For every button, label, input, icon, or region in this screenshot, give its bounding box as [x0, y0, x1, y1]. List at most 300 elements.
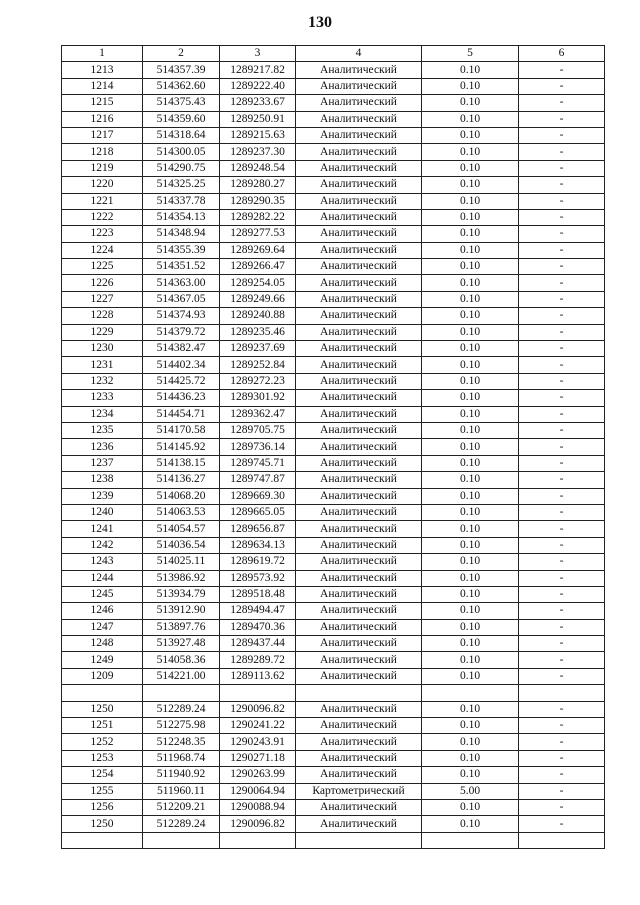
- x-coordinate-cell: 514363.00: [143, 275, 220, 291]
- point-number-cell: 1250: [62, 701, 143, 717]
- coordinates-table: [61, 45, 605, 849]
- point-number-cell: 1217: [62, 127, 143, 143]
- y-coordinate-cell: 1290241.22: [220, 718, 296, 734]
- note-cell: -: [519, 160, 605, 176]
- table-row: [62, 111, 605, 127]
- method-cell: Аналитический: [296, 357, 422, 373]
- point-number-cell: 1253: [62, 750, 143, 766]
- table-row: [62, 832, 605, 848]
- y-coordinate-cell: 1289222.40: [220, 78, 296, 94]
- x-coordinate-cell: 514379.72: [143, 324, 220, 340]
- accuracy-cell: 0.10: [422, 341, 519, 357]
- accuracy-cell: 0.10: [422, 652, 519, 668]
- column-header: 6: [519, 46, 605, 62]
- table-row: [62, 177, 605, 193]
- note-cell: -: [519, 783, 605, 799]
- table-row: [62, 504, 605, 520]
- x-coordinate-cell: 511940.92: [143, 767, 220, 783]
- method-cell: Аналитический: [296, 718, 422, 734]
- method-cell: Аналитический: [296, 668, 422, 684]
- table-row: [62, 652, 605, 668]
- note-cell: -: [519, 439, 605, 455]
- method-cell: Аналитический: [296, 652, 422, 668]
- y-coordinate-cell: 1289215.63: [220, 127, 296, 143]
- note-cell: -: [519, 619, 605, 635]
- note-cell: -: [519, 242, 605, 258]
- note-cell: -: [519, 488, 605, 504]
- y-coordinate-cell: 1289237.30: [220, 144, 296, 160]
- table-row: [62, 275, 605, 291]
- point-number-cell: 1224: [62, 242, 143, 258]
- method-cell: Аналитический: [296, 144, 422, 160]
- y-coordinate-cell: 1289254.05: [220, 275, 296, 291]
- note-cell: -: [519, 718, 605, 734]
- table-row: [62, 62, 605, 78]
- x-coordinate-cell: 514355.39: [143, 242, 220, 258]
- x-coordinate-cell: 514375.43: [143, 95, 220, 111]
- table-row: [62, 816, 605, 832]
- method-cell: [296, 685, 422, 701]
- y-coordinate-cell: 1290096.82: [220, 701, 296, 717]
- y-coordinate-cell: 1289705.75: [220, 422, 296, 438]
- x-coordinate-cell: 514357.39: [143, 62, 220, 78]
- accuracy-cell: 0.10: [422, 111, 519, 127]
- y-coordinate-cell: 1289240.88: [220, 308, 296, 324]
- x-coordinate-cell: 514348.94: [143, 226, 220, 242]
- x-coordinate-cell: 513986.92: [143, 570, 220, 586]
- table-row: [62, 193, 605, 209]
- note-cell: -: [519, 767, 605, 783]
- method-cell: Аналитический: [296, 455, 422, 471]
- x-coordinate-cell: 514454.71: [143, 406, 220, 422]
- y-coordinate-cell: 1289665.05: [220, 504, 296, 520]
- point-number-cell: 1218: [62, 144, 143, 160]
- note-cell: -: [519, 570, 605, 586]
- y-coordinate-cell: 1290064.94: [220, 783, 296, 799]
- accuracy-cell: [422, 685, 519, 701]
- method-cell: Аналитический: [296, 324, 422, 340]
- point-number-cell: 1242: [62, 537, 143, 553]
- y-coordinate-cell: 1289233.67: [220, 95, 296, 111]
- x-coordinate-cell: 512289.24: [143, 816, 220, 832]
- column-header: 5: [422, 46, 519, 62]
- accuracy-cell: 0.10: [422, 718, 519, 734]
- x-coordinate-cell: 514362.60: [143, 78, 220, 94]
- table-row: [62, 373, 605, 389]
- x-coordinate-cell: 514359.60: [143, 111, 220, 127]
- x-coordinate-cell: 514221.00: [143, 668, 220, 684]
- method-cell: Аналитический: [296, 259, 422, 275]
- table-row: [62, 701, 605, 717]
- method-cell: Аналитический: [296, 406, 422, 422]
- point-number-cell: 1248: [62, 636, 143, 652]
- x-coordinate-cell: 512289.24: [143, 701, 220, 717]
- x-coordinate-cell: 514170.58: [143, 422, 220, 438]
- x-coordinate-cell: 511968.74: [143, 750, 220, 766]
- table-row: [62, 619, 605, 635]
- method-cell: Аналитический: [296, 521, 422, 537]
- point-number-cell: 1249: [62, 652, 143, 668]
- note-cell: [519, 685, 605, 701]
- accuracy-cell: 0.10: [422, 439, 519, 455]
- method-cell: Аналитический: [296, 341, 422, 357]
- method-cell: Аналитический: [296, 390, 422, 406]
- point-number-cell: 1228: [62, 308, 143, 324]
- y-coordinate-cell: 1289362.47: [220, 406, 296, 422]
- note-cell: -: [519, 504, 605, 520]
- accuracy-cell: 0.10: [422, 242, 519, 258]
- x-coordinate-cell: 514351.52: [143, 259, 220, 275]
- y-coordinate-cell: 1289289.72: [220, 652, 296, 668]
- method-cell: Аналитический: [296, 504, 422, 520]
- accuracy-cell: 0.10: [422, 767, 519, 783]
- table-row: [62, 586, 605, 602]
- note-cell: -: [519, 701, 605, 717]
- note-cell: -: [519, 275, 605, 291]
- y-coordinate-cell: [220, 685, 296, 701]
- point-number-cell: 1234: [62, 406, 143, 422]
- y-coordinate-cell: 1289745.71: [220, 455, 296, 471]
- point-number-cell: 1214: [62, 78, 143, 94]
- x-coordinate-cell: 514354.13: [143, 209, 220, 225]
- accuracy-cell: 0.10: [422, 226, 519, 242]
- note-cell: -: [519, 668, 605, 684]
- note-cell: [519, 832, 605, 848]
- x-coordinate-cell: 514138.15: [143, 455, 220, 471]
- accuracy-cell: 0.10: [422, 193, 519, 209]
- y-coordinate-cell: 1289301.92: [220, 390, 296, 406]
- accuracy-cell: 0.10: [422, 291, 519, 307]
- table-row: [62, 259, 605, 275]
- method-cell: Аналитический: [296, 603, 422, 619]
- column-header: 2: [143, 46, 220, 62]
- note-cell: -: [519, 521, 605, 537]
- x-coordinate-cell: 514318.64: [143, 127, 220, 143]
- note-cell: -: [519, 341, 605, 357]
- x-coordinate-cell: 514036.54: [143, 537, 220, 553]
- accuracy-cell: 0.10: [422, 160, 519, 176]
- y-coordinate-cell: 1289113.62: [220, 668, 296, 684]
- accuracy-cell: 0.10: [422, 209, 519, 225]
- table-row: [62, 537, 605, 553]
- page-number: 130: [308, 14, 332, 31]
- x-coordinate-cell: 514025.11: [143, 554, 220, 570]
- point-number-cell: 1246: [62, 603, 143, 619]
- method-cell: Аналитический: [296, 422, 422, 438]
- note-cell: -: [519, 734, 605, 750]
- point-number-cell: 1213: [62, 62, 143, 78]
- table-row: [62, 718, 605, 734]
- y-coordinate-cell: 1289280.27: [220, 177, 296, 193]
- method-cell: Аналитический: [296, 636, 422, 652]
- method-cell: Аналитический: [296, 226, 422, 242]
- accuracy-cell: 0.10: [422, 275, 519, 291]
- point-number-cell: 1233: [62, 390, 143, 406]
- point-number-cell: 1243: [62, 554, 143, 570]
- accuracy-cell: 0.10: [422, 406, 519, 422]
- y-coordinate-cell: 1290263.99: [220, 767, 296, 783]
- method-cell: Аналитический: [296, 734, 422, 750]
- point-number-cell: 1235: [62, 422, 143, 438]
- note-cell: -: [519, 816, 605, 832]
- table-row: [62, 750, 605, 766]
- method-cell: Аналитический: [296, 472, 422, 488]
- y-coordinate-cell: 1289669.30: [220, 488, 296, 504]
- table-row: [62, 734, 605, 750]
- point-number-cell: 1222: [62, 209, 143, 225]
- point-number-cell: 1221: [62, 193, 143, 209]
- note-cell: -: [519, 193, 605, 209]
- method-cell: Аналитический: [296, 439, 422, 455]
- note-cell: -: [519, 652, 605, 668]
- method-cell: Аналитический: [296, 127, 422, 143]
- method-cell: [296, 832, 422, 848]
- x-coordinate-cell: 514382.47: [143, 341, 220, 357]
- table-row: [62, 291, 605, 307]
- accuracy-cell: 0.10: [422, 422, 519, 438]
- y-coordinate-cell: 1289235.46: [220, 324, 296, 340]
- note-cell: -: [519, 406, 605, 422]
- table-row: [62, 144, 605, 160]
- table-row: [62, 226, 605, 242]
- y-coordinate-cell: [220, 832, 296, 848]
- table-row: [62, 603, 605, 619]
- x-coordinate-cell: 514136.27: [143, 472, 220, 488]
- point-number-cell: 1230: [62, 341, 143, 357]
- y-coordinate-cell: 1289736.14: [220, 439, 296, 455]
- table-row: [62, 799, 605, 815]
- accuracy-cell: 0.10: [422, 521, 519, 537]
- note-cell: -: [519, 750, 605, 766]
- accuracy-cell: 0.10: [422, 488, 519, 504]
- point-number-cell: 1240: [62, 504, 143, 520]
- method-cell: Аналитический: [296, 111, 422, 127]
- accuracy-cell: 0.10: [422, 636, 519, 652]
- point-number-cell: 1232: [62, 373, 143, 389]
- accuracy-cell: 0.10: [422, 586, 519, 602]
- x-coordinate-cell: [143, 832, 220, 848]
- method-cell: Картометрический: [296, 783, 422, 799]
- table-row: [62, 95, 605, 111]
- x-coordinate-cell: 514054.57: [143, 521, 220, 537]
- x-coordinate-cell: 514425.72: [143, 373, 220, 389]
- method-cell: Аналитический: [296, 291, 422, 307]
- table-row: [62, 455, 605, 471]
- y-coordinate-cell: 1289634.13: [220, 537, 296, 553]
- note-cell: -: [519, 799, 605, 815]
- method-cell: Аналитический: [296, 816, 422, 832]
- point-number-cell: 1238: [62, 472, 143, 488]
- accuracy-cell: 0.10: [422, 373, 519, 389]
- x-coordinate-cell: 514068.20: [143, 488, 220, 504]
- accuracy-cell: 0.10: [422, 324, 519, 340]
- y-coordinate-cell: 1289573.92: [220, 570, 296, 586]
- method-cell: Аналитический: [296, 78, 422, 94]
- y-coordinate-cell: 1290096.82: [220, 816, 296, 832]
- accuracy-cell: 0.10: [422, 78, 519, 94]
- method-cell: Аналитический: [296, 62, 422, 78]
- accuracy-cell: 0.10: [422, 537, 519, 553]
- accuracy-cell: 0.10: [422, 734, 519, 750]
- y-coordinate-cell: 1289518.48: [220, 586, 296, 602]
- method-cell: Аналитический: [296, 160, 422, 176]
- accuracy-cell: 5.00: [422, 783, 519, 799]
- point-number-cell: 1215: [62, 95, 143, 111]
- method-cell: Аналитический: [296, 767, 422, 783]
- x-coordinate-cell: [143, 685, 220, 701]
- method-cell: Аналитический: [296, 750, 422, 766]
- method-cell: Аналитический: [296, 242, 422, 258]
- point-number-cell: 1225: [62, 259, 143, 275]
- accuracy-cell: 0.10: [422, 62, 519, 78]
- method-cell: Аналитический: [296, 488, 422, 504]
- accuracy-cell: 0.10: [422, 127, 519, 143]
- note-cell: -: [519, 78, 605, 94]
- x-coordinate-cell: 513912.90: [143, 603, 220, 619]
- note-cell: -: [519, 259, 605, 275]
- point-number-cell: 1252: [62, 734, 143, 750]
- note-cell: -: [519, 455, 605, 471]
- method-cell: Аналитический: [296, 586, 422, 602]
- accuracy-cell: 0.10: [422, 668, 519, 684]
- table-row: [62, 521, 605, 537]
- note-cell: -: [519, 291, 605, 307]
- point-number-cell: 1244: [62, 570, 143, 586]
- column-header: 3: [220, 46, 296, 62]
- point-number-cell: 1231: [62, 357, 143, 373]
- y-coordinate-cell: 1289272.23: [220, 373, 296, 389]
- table-row: [62, 209, 605, 225]
- note-cell: -: [519, 308, 605, 324]
- accuracy-cell: 0.10: [422, 570, 519, 586]
- table-row: [62, 783, 605, 799]
- table-row: [62, 767, 605, 783]
- table-row: [62, 160, 605, 176]
- method-cell: Аналитический: [296, 537, 422, 553]
- table-row: [62, 127, 605, 143]
- accuracy-cell: 0.10: [422, 357, 519, 373]
- y-coordinate-cell: 1290243.91: [220, 734, 296, 750]
- method-cell: Аналитический: [296, 570, 422, 586]
- x-coordinate-cell: 513927.48: [143, 636, 220, 652]
- table-row: [62, 324, 605, 340]
- note-cell: -: [519, 537, 605, 553]
- point-number-cell: 1216: [62, 111, 143, 127]
- y-coordinate-cell: 1289277.53: [220, 226, 296, 242]
- method-cell: Аналитический: [296, 209, 422, 225]
- method-cell: Аналитический: [296, 275, 422, 291]
- method-cell: Аналитический: [296, 373, 422, 389]
- point-number-cell: 1209: [62, 668, 143, 684]
- method-cell: Аналитический: [296, 308, 422, 324]
- y-coordinate-cell: 1289249.66: [220, 291, 296, 307]
- note-cell: -: [519, 636, 605, 652]
- y-coordinate-cell: 1289266.47: [220, 259, 296, 275]
- note-cell: -: [519, 357, 605, 373]
- accuracy-cell: 0.10: [422, 701, 519, 717]
- point-number-cell: 1245: [62, 586, 143, 602]
- note-cell: -: [519, 62, 605, 78]
- table-row: [62, 570, 605, 586]
- point-number-cell: 1239: [62, 488, 143, 504]
- table-row: [62, 554, 605, 570]
- point-number-cell: 1241: [62, 521, 143, 537]
- point-number-cell: 1223: [62, 226, 143, 242]
- point-number-cell: 1254: [62, 767, 143, 783]
- y-coordinate-cell: 1289248.54: [220, 160, 296, 176]
- method-cell: Аналитический: [296, 554, 422, 570]
- column-header: 1: [62, 46, 143, 62]
- note-cell: -: [519, 226, 605, 242]
- point-number-cell: 1250: [62, 816, 143, 832]
- y-coordinate-cell: 1289619.72: [220, 554, 296, 570]
- accuracy-cell: 0.10: [422, 95, 519, 111]
- accuracy-cell: 0.10: [422, 472, 519, 488]
- point-number-cell: 1251: [62, 718, 143, 734]
- x-coordinate-cell: 514145.92: [143, 439, 220, 455]
- x-coordinate-cell: 513934.79: [143, 586, 220, 602]
- y-coordinate-cell: 1289747.87: [220, 472, 296, 488]
- note-cell: -: [519, 472, 605, 488]
- note-cell: -: [519, 390, 605, 406]
- table-row: [62, 390, 605, 406]
- note-cell: -: [519, 95, 605, 111]
- note-cell: -: [519, 127, 605, 143]
- table-row: [62, 472, 605, 488]
- table-row: [62, 668, 605, 684]
- accuracy-cell: 0.10: [422, 504, 519, 520]
- y-coordinate-cell: 1290088.94: [220, 799, 296, 815]
- point-number-cell: 1237: [62, 455, 143, 471]
- column-header: 4: [296, 46, 422, 62]
- table-row: [62, 406, 605, 422]
- accuracy-cell: 0.10: [422, 177, 519, 193]
- x-coordinate-cell: 514058.36: [143, 652, 220, 668]
- x-coordinate-cell: 514402.34: [143, 357, 220, 373]
- point-number-cell: [62, 685, 143, 701]
- accuracy-cell: 0.10: [422, 259, 519, 275]
- accuracy-cell: 0.10: [422, 619, 519, 635]
- table-row: [62, 636, 605, 652]
- accuracy-cell: 0.10: [422, 750, 519, 766]
- point-number-cell: 1220: [62, 177, 143, 193]
- point-number-cell: 1229: [62, 324, 143, 340]
- method-cell: Аналитический: [296, 799, 422, 815]
- accuracy-cell: 0.10: [422, 816, 519, 832]
- accuracy-cell: [422, 832, 519, 848]
- x-coordinate-cell: 511960.11: [143, 783, 220, 799]
- note-cell: -: [519, 554, 605, 570]
- x-coordinate-cell: 512209.21: [143, 799, 220, 815]
- x-coordinate-cell: 514290.75: [143, 160, 220, 176]
- table-row: [62, 308, 605, 324]
- note-cell: -: [519, 324, 605, 340]
- x-coordinate-cell: 512248.35: [143, 734, 220, 750]
- point-number-cell: [62, 832, 143, 848]
- point-number-cell: 1256: [62, 799, 143, 815]
- y-coordinate-cell: 1289470.36: [220, 619, 296, 635]
- note-cell: -: [519, 373, 605, 389]
- table-row: [62, 422, 605, 438]
- y-coordinate-cell: 1290271.18: [220, 750, 296, 766]
- note-cell: -: [519, 111, 605, 127]
- y-coordinate-cell: 1289217.82: [220, 62, 296, 78]
- table-row: [62, 341, 605, 357]
- accuracy-cell: 0.10: [422, 144, 519, 160]
- table-row: [62, 439, 605, 455]
- method-cell: Аналитический: [296, 95, 422, 111]
- table-header-row: [62, 46, 605, 62]
